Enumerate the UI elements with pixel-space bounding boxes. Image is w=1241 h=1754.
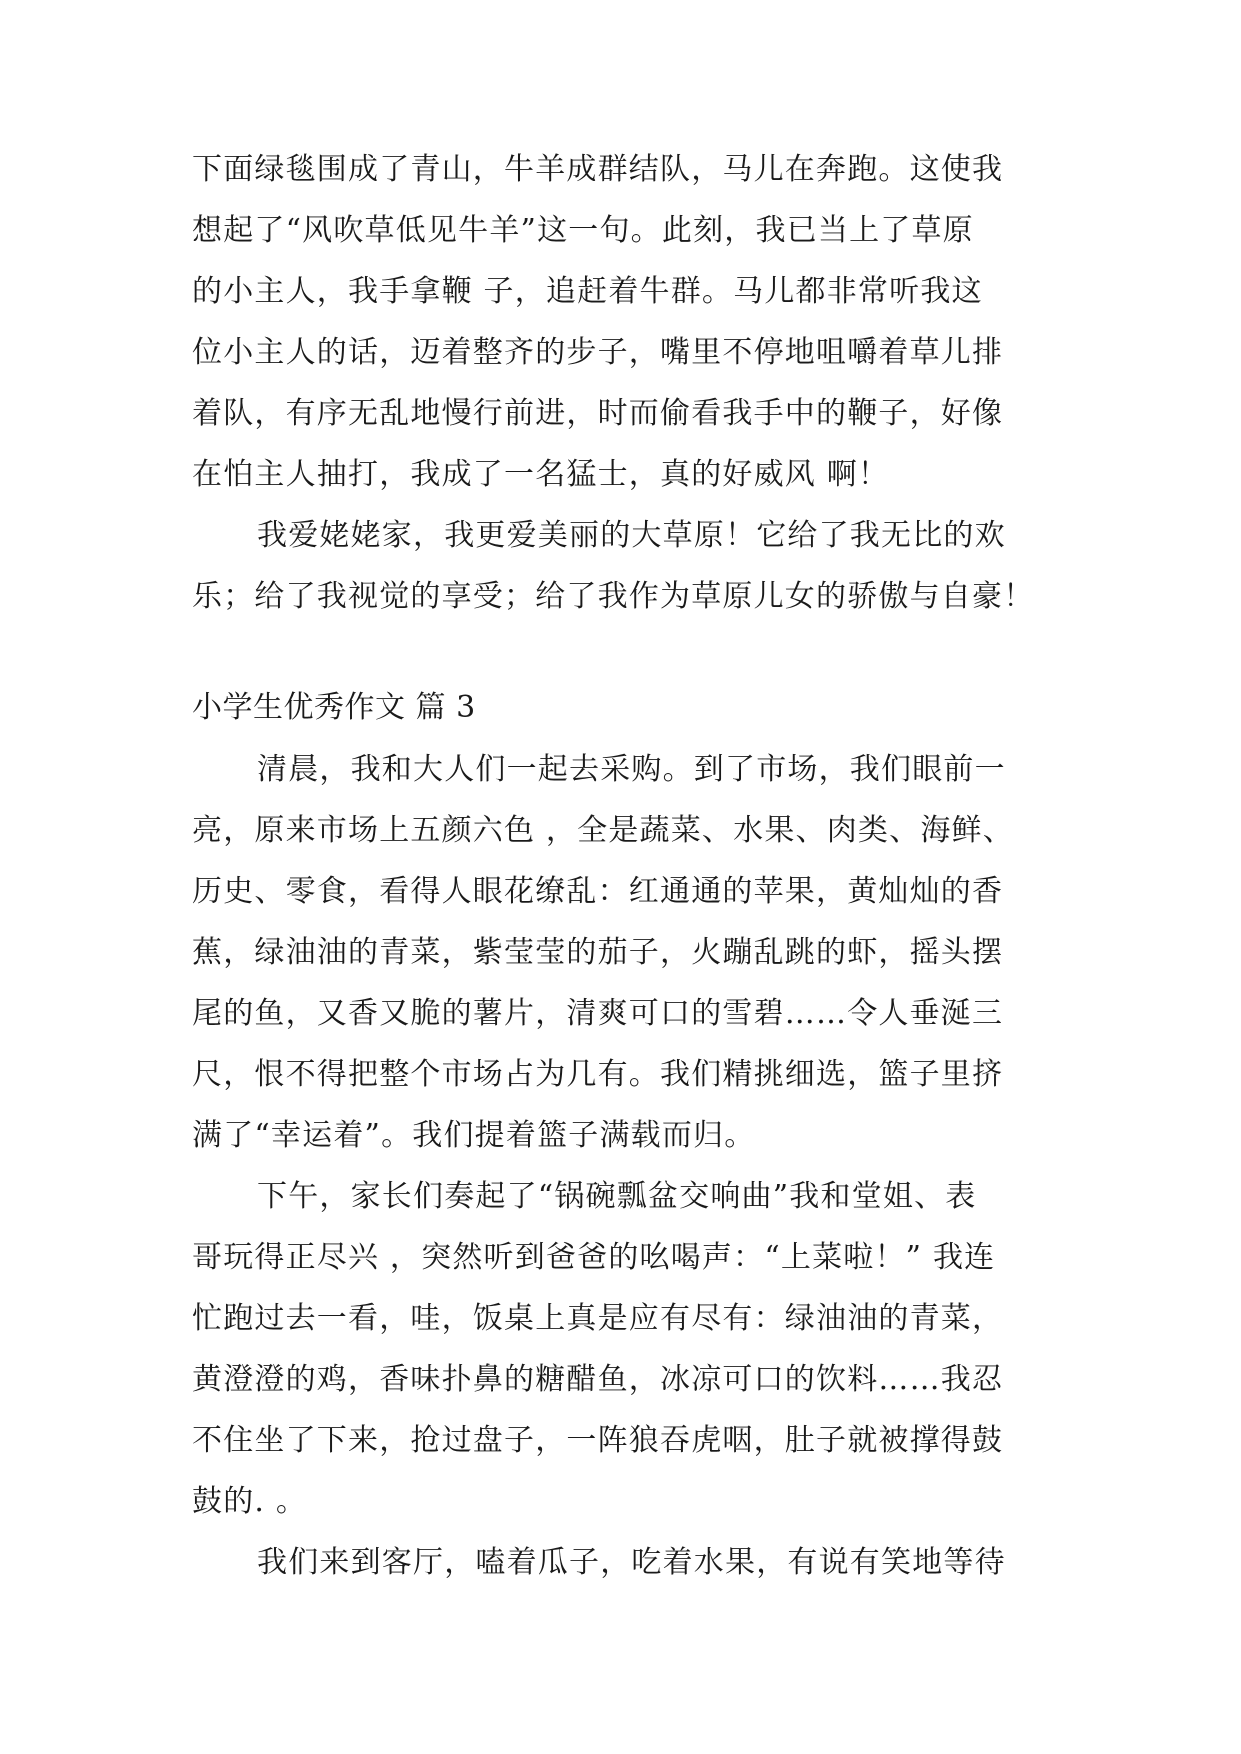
paragraph-line: 我们来到客厅，嗑着瓜子，吃着水果，有说有笑地等待 xyxy=(257,1545,1006,1580)
paragraph-line: 鼓的. 。 xyxy=(192,1484,308,1519)
paragraph-line: 着队，有序无乱地慢行前进，时而偷看我手中的鞭子，好像 xyxy=(192,396,1004,431)
paragraph-line: 蕉，绿油油的青菜，紫莹莹的茄子，火蹦乱跳的虾，摇头摆 xyxy=(192,935,1004,970)
paragraph-line: 想起了“风吹草低见牛羊”这一句。此刻，我已当上了草原 xyxy=(192,213,974,248)
paragraph-line: 黄澄澄的鸡，香味扑鼻的糖醋鱼，冰凉可口的饮料……我忍 xyxy=(192,1362,1004,1397)
paragraph-line: 尺，恨不得把整个市场占为几有。我们精挑细选，篮子里挤 xyxy=(192,1057,1004,1092)
paragraph-line: 哥玩得正尽兴 ，突然听到爸爸的吆喝声：“上菜啦！” 我连 xyxy=(192,1240,996,1275)
paragraph-line: 在怕主人抽打，我成了一名猛士，真的好威风 啊！ xyxy=(192,457,890,492)
paragraph-line: 尾的鱼，又香又脆的薯片，清爽可口的雪碧……令人垂涎三 xyxy=(192,996,1004,1031)
paragraph-line: 不住坐了下来，抢过盘子，一阵狼吞虎咽，肚子就被撑得鼓 xyxy=(192,1423,1004,1458)
paragraph-line: 满了“幸运着”。我们提着篮子满载而归。 xyxy=(192,1118,756,1153)
paragraph-line: 下午，家长们奏起了“锅碗瓢盆交响曲”我和堂姐、表 xyxy=(257,1179,977,1214)
paragraph-line: 历史、零食，看得人眼花缭乱：红通通的苹果，黄灿灿的香 xyxy=(192,874,1004,909)
paragraph-line: 清晨，我和大人们一起去采购。到了市场，我们眼前一 xyxy=(257,752,1006,787)
section-heading: 小学生优秀作文 篇 3 xyxy=(192,690,476,725)
paragraph-line: 下面绿毯围成了青山，牛羊成群结队，马儿在奔跑。这使我 xyxy=(192,152,1004,187)
paragraph-line: 亮，原来市场上五颜六色 ，全是蔬菜、水果、肉类、海鲜、 xyxy=(192,813,1014,848)
paragraph-line: 忙跑过去一看，哇，饭桌上真是应有尽有：绿油油的青菜， xyxy=(192,1301,1004,1336)
paragraph-line: 乐；给了我视觉的享受；给了我作为草原儿女的骄傲与自豪！ xyxy=(192,579,1035,614)
paragraph-line: 的小主人，我手拿鞭 子，追赶着牛群。马儿都非常听我这 xyxy=(192,274,983,309)
paragraph-line: 我爱姥姥家，我更爱美丽的大草原！它给了我无比的欢 xyxy=(257,518,1006,553)
paragraph-line: 位小主人的话，迈着整齐的步子，嘴里不停地咀嚼着草儿排 xyxy=(192,335,1004,370)
